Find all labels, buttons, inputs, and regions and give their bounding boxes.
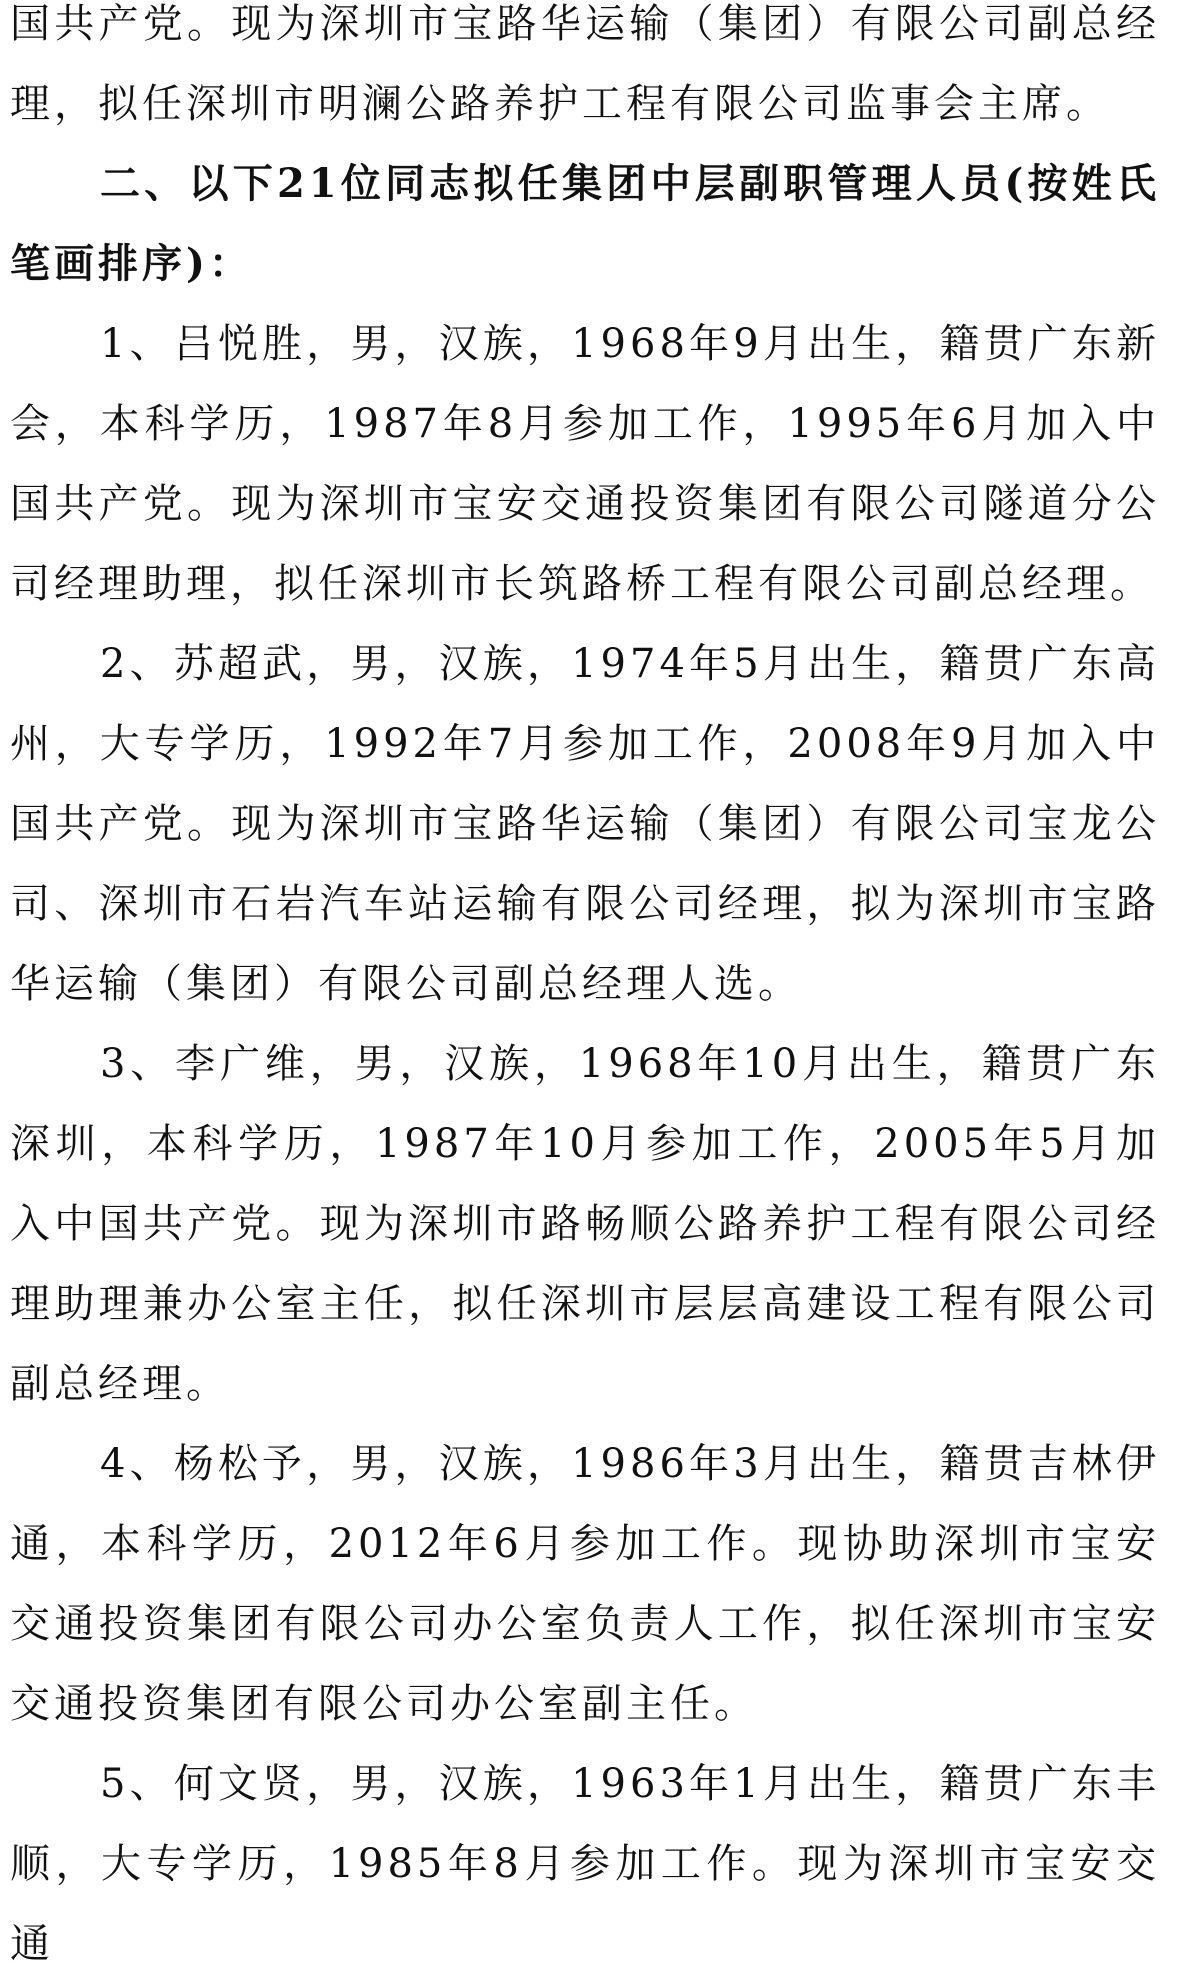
list-item: 4、杨松予，男，汉族，1986年3月出生，籍贯吉林伊通，本科学历，2012年6月参加工作。现协助深圳市宝安交通投资集团有限公司办公室负责人工作，拟任深圳市宝安交通投资集团有限公司办公室副主任。 xyxy=(10,1441,1160,1727)
list-item: 1、吕悦胜，男，汉族，1968年9月出生，籍贯广东新会，本科学历，1987年8月参加工作，1995年6月加入中国共产党。现为深圳市宝安交通投资集团有限公司隧道分公司经理助理，拟任深圳市长筑路桥工程有限公司副总经理。 xyxy=(10,321,1160,607)
list-item: 5、何文贤，男，汉族，1963年1月出生，籍贯广东丰顺，大专学历，1985年8月参加工作。现为深圳市宝安交通 xyxy=(10,1761,1160,1967)
section-heading: 二、以下21位同志拟任集团中层副职管理人员(按姓氏笔画排序)： xyxy=(10,160,1160,287)
list-item: 3、李广维，男，汉族，1968年10月出生，籍贯广东深圳，本科学历，1987年10月参加工作，2005年5月加入中国共产党。现为深圳市路畅顺公路养护工程有限公司经理助理兼办公室主任，拟任深圳市层层高建设工程有限公司副总经理。 xyxy=(10,1041,1160,1407)
list-item: 2、苏超武，男，汉族，1974年5月出生，籍贯广东高州，大专学历，1992年7月参加工作，2008年9月加入中国共产党。现为深圳市宝路华运输（集团）有限公司宝龙公司、深圳市石岩汽车站运输有限公司经理，拟为深圳市宝路华运输（集团）有限公司副总经理人选。 xyxy=(10,641,1160,1007)
paragraph-continued: 国共产党。现为深圳市宝路华运输（集团）有限公司副总经理，拟任深圳市明澜公路养护工程有限公司监事会主席。 xyxy=(10,1,1160,127)
